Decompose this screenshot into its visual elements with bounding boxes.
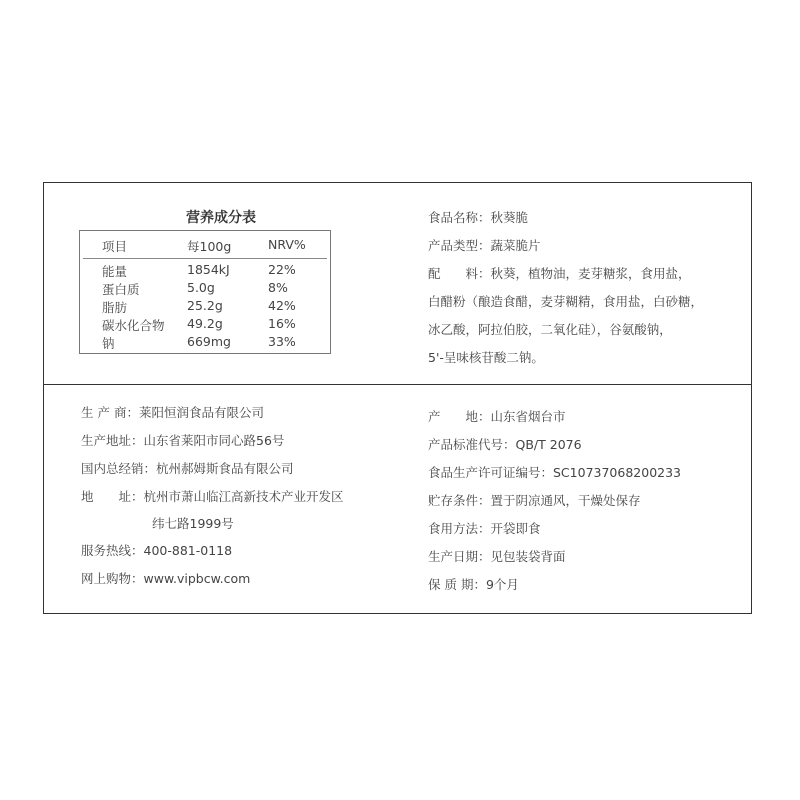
nutrition-row-carbohydrate (80, 316, 330, 334)
distributor-address-line-1: 地 址：杭州市萧山临江高新技术产业开发区 (81, 489, 344, 504)
nutrition-title: 营养成分表 (186, 210, 256, 226)
nutrient-amount: 5.0g (187, 280, 215, 295)
nutrient-amount: 25.2g (187, 298, 223, 313)
ingredients-line-2: 白醋粉（酿造食醋，麦芽糊精，食用盐，白砂糖， (428, 294, 704, 309)
nutrient-nrv: 16% (268, 316, 296, 331)
producer: 生 产 商：莱阳恒润食品有限公司 (81, 405, 264, 420)
header-per-100g: 每100g (187, 239, 232, 254)
ingredients-line-1: 配 料：秋葵，植物油，麦芽糖浆，食用盐， (428, 266, 691, 281)
nutrition-table (79, 230, 331, 354)
production-license: 食品生产许可证编号：SC10737068200233 (428, 465, 682, 480)
service-hotline: 服务热线：400-881-0118 (81, 543, 233, 558)
usage-method: 食用方法：开袋即食 (428, 521, 541, 536)
shelf-life: 保 质 期：9个月 (428, 577, 519, 592)
nutrient-name: 蛋白质 (102, 282, 140, 297)
nutrition-row-protein (80, 280, 330, 298)
product-type: 产品类型：蔬菜脆片 (428, 238, 541, 253)
ingredients-line-4: 5'-呈味核苷酸二钠。 (428, 350, 544, 365)
nutrition-header-divider (83, 258, 327, 259)
production-date: 生产日期：见包装袋背面 (428, 549, 566, 564)
nutrient-name: 能量 (102, 264, 128, 279)
nutrient-nrv: 8% (268, 280, 288, 295)
online-shop: 网上购物：www.vipbcw.com (81, 571, 251, 586)
nutrition-row-energy (80, 262, 330, 280)
product-standard-code: 产品标准代号：QB/T 2076 (428, 437, 582, 452)
distributor: 国内总经销：杭州郝姆斯食品有限公司 (81, 461, 294, 476)
nutrient-name: 碳水化合物 (102, 318, 165, 333)
origin: 产 地：山东省烟台市 (428, 409, 566, 424)
storage-conditions: 贮存条件：置于阴凉通风，干燥处保存 (428, 493, 641, 508)
header-nrv: NRV% (268, 237, 306, 252)
nutrient-amount: 49.2g (187, 316, 223, 331)
nutrition-row-fat (80, 298, 330, 316)
header-item: 项目 (102, 239, 128, 254)
nutrition-header-row (80, 237, 330, 255)
distributor-address-line-2: 纬七路1999号 (152, 516, 234, 531)
producer-address: 生产地址：山东省莱阳市同心路56号 (81, 433, 285, 448)
section-divider (44, 384, 751, 385)
product-name: 食品名称：秋葵脆 (428, 210, 529, 225)
nutrient-nrv: 22% (268, 262, 296, 277)
nutrient-name: 钠 (102, 336, 115, 351)
nutrient-nrv: 42% (268, 298, 296, 313)
nutrient-name: 脂肪 (102, 300, 128, 315)
nutrient-amount: 1854kJ (187, 262, 230, 277)
food-label-card (43, 182, 752, 614)
nutrition-row-sodium (80, 334, 330, 352)
nutrient-nrv: 33% (268, 334, 296, 349)
ingredients-line-3: 冰乙酸，阿拉伯胶，二氧化硅），谷氨酸钠， (428, 322, 672, 337)
nutrient-amount: 669mg (187, 334, 231, 349)
